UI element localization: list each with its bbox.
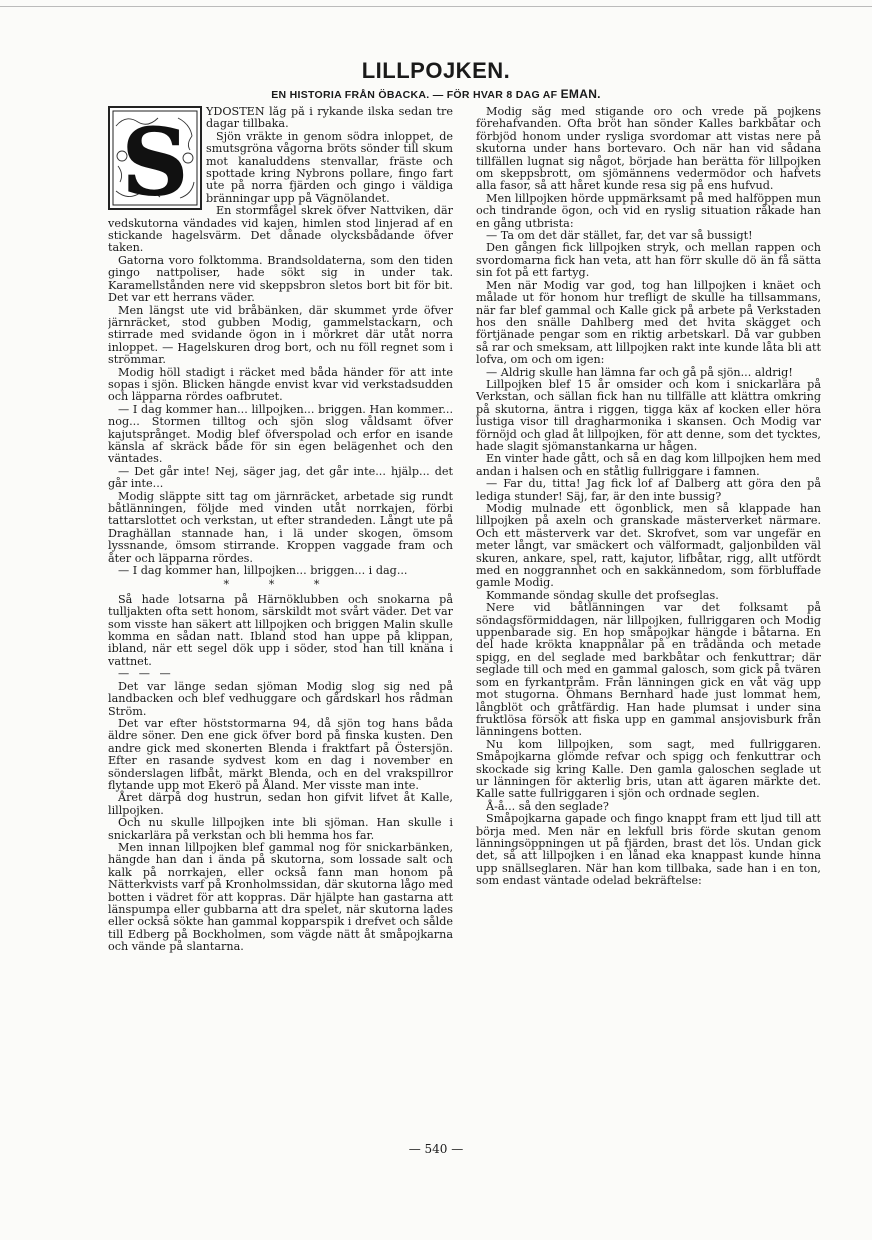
paragraph: Modig släppte sitt tag om järnräcket, arbetade sig rundt båtlänningen, följde med vinden utåt norrkajen, förbi tattarslottet och verkstan, ut efter strandeden. Långt ute på Draghällan stannade han, i lä under skogen, ömsom lyssnande, ömsom stirrande. Kroppen vaggade fram och åter och läpparna rördes.	[108, 489, 453, 565]
article-subtitle	[0, 87, 872, 101]
paragraph: Så hade lotsarna på Härnöklubben och snokarna på tulljakten ofta sett honom, särskildt mot svårt väder. Det var som visste han säkert att lillpojken och briggen Malin skulle komma en sådan natt. Ibland stod han uppe på klippan, ibland, när ett segel dök upp i söder, stod han till knäna i vattnet.	[108, 592, 453, 668]
paragraph: Nu kom lillpojken, som sagt, med fullriggaren. Småpojkarna glömde refvar och spigg och fenkuttrar och skockade sig kring Kalle. Den gamla galoschen seglade ut ur länningen för akterlig bris, utan att ägaren märkte det. Kalle satte fullriggaren i sjön och ordnade seglen.	[476, 737, 821, 801]
subtitle-text: EN HISTORIA FRÅN ÖBACKA. — FÖR HVAR 8 DAG AF	[271, 89, 558, 101]
paragraph: Kommande söndag skulle det profseglas.	[486, 588, 719, 602]
paragraph: Det var efter höststormarna 94, då sjön tog hans båda äldre söner. Den ene gick öfver bord på finska kusten. Den andre gick med skonerten Blenda i fraktfart på Östersjön. Efter en rasande sydvest kom en dag i november en sönderslagen lifbåt, märkt Blenda, och en del vrakspillror flytande upp mot Ekerö på Åland. Mer visste man inte.	[108, 716, 453, 792]
paragraph: — I dag kommer han, lillpojken... briggen... i dag...	[118, 564, 408, 578]
paragraph: Men lillpojken hörde uppmärksamt på med halföppen mun och tindrande ögon, och vid en ryslig situation råkade han en gång utbrista:	[476, 191, 821, 230]
paragraph: Den gången fick lillpojken stryk, och mellan rappen och svordomarna fick han veta, att han förr skulle dö än få sätta sin fot på ett fartyg.	[476, 241, 821, 280]
paragraph: — Det går inte! Nej, säger jag, det går inte... hjälp... det går inte...	[108, 464, 453, 491]
right-column	[476, 106, 821, 1131]
paragraph: — Aldrig skulle han lämna far och gå på sjön... aldrig!	[486, 365, 793, 379]
paragraph: Modig mulnade ett ögonblick, men så klappade han lillpojken på axeln och granskade mästerverket närmare. Och ett mästerverk var det. Skrofvet, som var ungefär en meter långt, var smäckert och välformadt, galjonbilden väl skuren, ankare, spel, ratt, kajutor, lifbåtar, rigg, allt utfördt med en noggrannhet och en sakkännedom, som förbluffade gamle Modig.	[476, 502, 821, 590]
paragraph: Nere vid båtlänningen var det folksamt på söndagsförmiddagen, när lillpojken, fullriggaren och Modig uppenbarade sig. En hop småpojkar hängde i båtarna. En del hade krökta knappnålar på en trådända och metade spigg, en del seglade med barkbåtar och fenkuttrar; där seglade till och med en gammal galosch, som gick på tvären som en fyrkantpråm. Från länningen gick en våt väg upp mot stugorna. Öhmans Bernhard hade just lommat hem, långblöt och gråtfärdig. Han hade plumsat i under sina fruktlösa försök att fiska upp en gammal ansjovisburk från länningens botten.	[476, 601, 821, 739]
left-column	[108, 106, 453, 1131]
section-break-dashes: — — —	[118, 667, 174, 681]
paragraph: En vinter hade gått, och så en dag kom lillpojken hem med andan i halsen och en ståtlig fullriggare i famnen.	[476, 452, 821, 478]
paragraph: — Ta om det där stället, far, det var så bussigt!	[486, 229, 753, 243]
top-rule	[0, 6, 872, 7]
section-break-stars: * * *	[223, 578, 338, 592]
paragraph: Gatorna voro folktomma. Brandsoldaterna, som den tiden gingo nattpoliser, hade sökt sig in under tak. Karamellstånden nere vid skeppsbron sletos bort bit för bit. Det var ett herrans väder.	[108, 253, 453, 305]
paragraph: Å-å... så den seglade?	[486, 799, 609, 813]
paragraph: Sjön vräkte in genom södra inloppet, de smutsgröna vågorna bröts sönder till skum mot kanaluddens stenvallar, fräste och spottade kring Nybrons pollare, fingo fart ute på norra fjärden och gingo i väldiga bränningar upp på Vägnölandet.	[206, 129, 453, 205]
paragraph: — Far du, titta! Jag fick lof af Dalberg att göra den på lediga stunder! Säj, far, är den inte bussig?	[476, 477, 821, 503]
paragraph: YDOSTEN låg på i rykande ilska sedan tre dagar tillbaka.	[206, 106, 453, 131]
author-name: EMAN.	[560, 87, 601, 101]
paragraph: Småpojkarna gapade och fingo knappt fram ett ljud till att börja med. Men när en lekfull bris förde skutan genom länningsöppningen ut på fjärden, brast det lös. Undan gick det, så att lillpojken i en lånad eka knappast kunde hinna upp snällseglaren. När han kom tillbaka, sade han i en ton, som endast väntade odelad bekräftelse:	[476, 812, 821, 888]
paragraph: — I dag kommer han... lillpojken... briggen. Han kommer... nog... Stormen tilltog och sjön slog våldsamt öfver kajutsprånget. Modig blef öfverspolad och erfor en isande känsla af skräck både för sin egen belägenhet och den väntades.	[108, 402, 453, 466]
paragraph: Modig såg med stigande oro och vrede på pojkens förehafvanden. Ofta bröt han sönder Kalles barkbåtar och förbjöd honom under rysliga svordomar att vistas nere på skutorna under hans bortevaro. Och när han vid sådana tillfällen lugnat sig något, började han berätta för lillpojken om skeppsbrott, om sjömännens vedermödor och hafvets alla fasor, så att håret kunde resa sig på ens hufvud.	[476, 106, 821, 193]
paragraph: Men innan lillpojken blef gammal nog för snickarbänken, hängde han dan i ända på skutorna, som lossade salt och kalk på norrkajen, eller också fann man honom på Nätterkvists varf på Kronholmssidan, där skutorna lågo med botten i vädret för att koppras. Där hjälpte han gastarna att länspumpa eller gubbarna att dra spelet, när skutorna lades eller också sökte han gammal kopparspik i drefvet och sålde till Edberg på Bockholmen, som vägde nätt åt småpojkarna och vände på slantarna.	[108, 840, 453, 954]
dropcap-letter: S	[121, 108, 189, 210]
page-number: — 540 —	[408, 1142, 464, 1156]
paragraph: Modig höll stadigt i räcket med båda händer för att inte sopas i sjön. Blicken hängde envist kvar vid verkstadsudden och läpparna rördes oafbrutet.	[108, 365, 453, 404]
paragraph: Det var länge sedan sjöman Modig slog sig ned på landbacken och blef vedhuggare och gårdskarl hos rådman Ström.	[108, 679, 453, 718]
paragraph: Men när Modig var god, tog han lillpojken i knäet och målade ut för honom hur trefligt de skulle ha tillsammans, när far blef gammal och Kalle gick på arbete på Verkstaden hos den snälle Dahlberg med det hvita skägget och förtjänade pengar som en riktig arbetskarl. Då var gubben så rar och smeksam, att lillpojken rakt inte kunde låta bli att lofva, om och om igen:	[476, 278, 821, 367]
article-title: LILLPOJKEN.	[361, 58, 511, 83]
paragraph: Och nu skulle lillpojken inte bli sjöman. Han skulle i snickarlära på verkstan och bli hemma hos far.	[108, 816, 453, 842]
dropcap-s	[108, 106, 202, 210]
paragraph: En stormfågel skrek öfver Nattviken, där vedskutorna vändades vid kajen, himlen stod linjerad af en stickande hagelsvärm. Det dånade olycksbådande öfver taken.	[108, 204, 453, 255]
paragraph: Lillpojken blef 15 år omsider och kom i snickarlära på Verkstan, och sällan fick han nu tillfälle att klättra omkring på skutorna, äntra i riggen, tigga käx af kocken eller höra lustiga visor till dragharmonika i skansen. Och Modig var förnöjd och glad åt lillpojken, för att denne, som det tycktes, hade slagit sjömanstankarna ur hågen.	[476, 377, 821, 453]
paragraph: Året därpå dog hustrun, sedan hon gifvit lifvet åt Kalle, lillpojken.	[108, 791, 453, 817]
paragraph: Men längst ute vid bråbänken, där skummet yrde öfver järnräcket, stod gubben Modig, gammelstackarn, och stirrade med svidande ögon in i mörkret där utåt norra inloppet. — Hagelskuren drog bort, och nu föll regnet som i strömmar.	[108, 303, 453, 367]
